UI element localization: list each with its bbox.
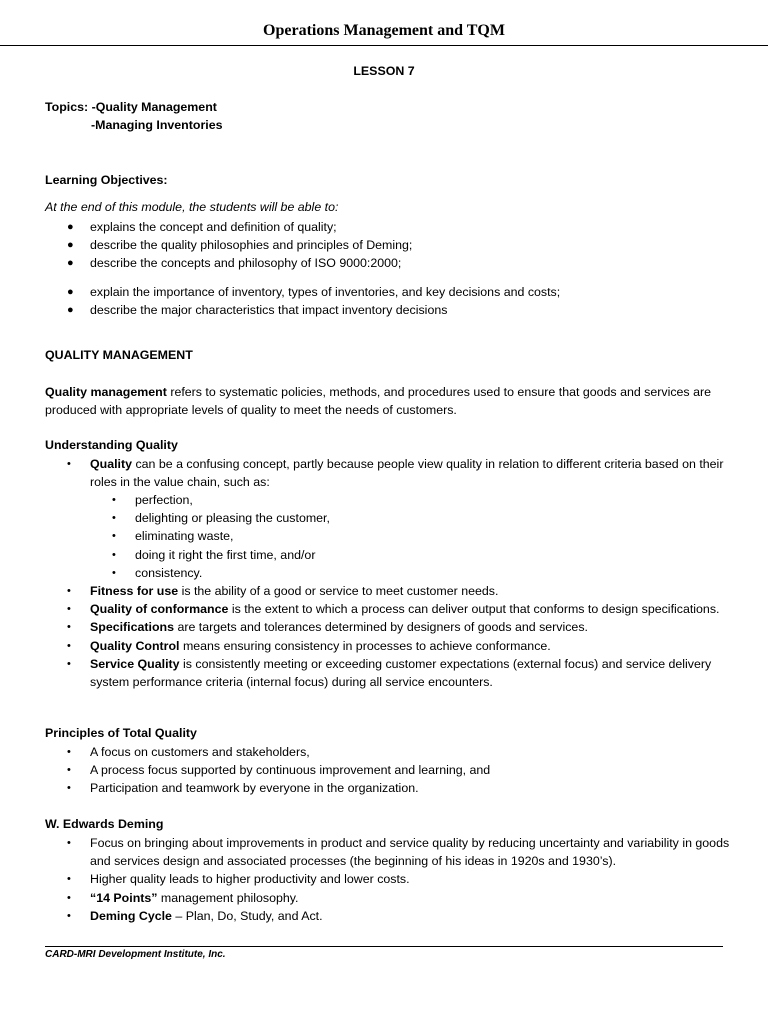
criteria-item: • perfection, [90,491,690,509]
bullet-icon: • [67,891,71,904]
lesson-number: LESSON 7 [353,64,415,78]
list-item: • Specifications are targets and tolerances determined by designers of goods and services. [45,618,735,636]
objective-item: ● describe the concepts and philosophy of ISO 9000:2000; [45,254,725,272]
quality-criteria-list [90,491,690,582]
criteria-item: • delighting or pleasing the customer, [90,509,690,527]
criteria-item: • eliminating waste, [90,527,690,545]
objective-item: ● describe the quality philosophies and principles of Deming; [45,236,725,254]
topics-line [45,100,217,114]
list-item: • Higher quality leads to higher productivity and lower costs. [45,870,735,888]
bullet-icon: • [112,548,116,561]
objectives-intro: At the end of this module, the students will be able to: [45,200,339,214]
bullet-icon: ● [67,257,74,270]
bullet-icon: • [112,530,116,543]
bullet-icon: ● [67,286,74,298]
definition-text: refers to systematic policies, methods, and procedures used to ensure that goods and services are produced with appropriate levels of quality to meet the needs of customers. [45,385,711,417]
bullet-icon: ● [67,239,74,252]
principles-heading: Principles of Total Quality [45,726,197,740]
deming-list [45,834,735,925]
criteria-item: • consistency. [90,564,690,582]
header-divider [0,45,768,46]
bullet-icon: • [112,512,116,525]
objectives-list-1 [45,218,725,273]
quality-terms-list [45,582,735,691]
topic-quality-management: -Quality Management [91,100,217,114]
bullet-icon: • [67,782,71,795]
definition-term: Quality management [45,385,167,399]
bullet-icon: • [112,494,116,506]
list-item: • Quality can be a confusing concept, partly because people view quality in relation to different criteria based on their roles in the value chain, such as: [67,457,724,490]
objective-item: ● explains the concept and definition of quality; [45,218,725,236]
list-item: • Deming Cycle – Plan, Do, Study, and Act. [45,907,735,925]
bullet-icon: • [67,873,71,886]
bullet-icon: ● [67,221,74,233]
principles-list [45,743,735,798]
bullet-icon: • [67,746,71,758]
understanding-quality-heading: Understanding Quality [45,438,178,452]
list-item: • “14 Points” management philosophy. [45,889,735,907]
understanding-quality-list [45,455,735,491]
quality-management-definition [45,383,725,419]
bullet-icon: • [67,458,71,470]
objective-item: ● describe the major characteristics that impact inventory decisions [45,301,725,319]
list-item: • Fitness for use is the ability of a good or service to meet customer needs. [45,582,735,600]
bullet-icon: • [112,566,116,579]
objectives-heading: Learning Objectives: [45,173,168,187]
footer-divider [45,946,723,947]
bullet-icon: • [67,764,71,777]
bullet-icon: • [67,837,71,849]
document-title: Operations Management and TQM [263,22,505,39]
list-item: • A process focus supported by continuous improvement and learning, and [45,761,735,779]
topic-managing-inventories: -Managing Inventories [91,118,223,132]
section-heading-quality-management: QUALITY MANAGEMENT [45,348,193,362]
deming-heading: W. Edwards Deming [45,817,164,831]
bullet-icon: • [67,585,71,597]
objective-item: ● explain the importance of inventory, types of inventories, and key decisions and costs; [45,283,725,301]
list-item: • Focus on bringing about improvements in product and service quality by reducing uncertainty and variability in goods and services design and associated processes (the beginning of his ideas in 1920s and 1930’s). [67,836,730,869]
bullet-icon: • [67,603,71,616]
bullet-icon: • [67,657,71,670]
bullet-icon: • [67,639,71,652]
list-item: • A focus on customers and stakeholders, [45,743,735,761]
topics-label: Topics: [45,100,89,114]
list-item: • Quality Control means ensuring consistency in processes to achieve conformance. [45,637,735,655]
criteria-item: • doing it right the first time, and/or [90,546,690,564]
bullet-icon: • [67,621,71,634]
bullet-icon: ● [67,304,74,317]
bullet-icon: • [67,909,71,922]
objectives-list-2 [45,283,725,319]
list-item: • Quality of conformance is the extent to which a process can deliver output that conforms to design specifications. [45,600,735,618]
footer-organization: CARD-MRI Development Institute, Inc. [45,949,226,960]
list-item: • Service Quality is consistently meeting or exceeding customer expectations (external focus) and service delivery system performance criteria (internal focus) during all service encounters. [67,656,712,690]
list-item: • Participation and teamwork by everyone in the organization. [45,779,735,797]
